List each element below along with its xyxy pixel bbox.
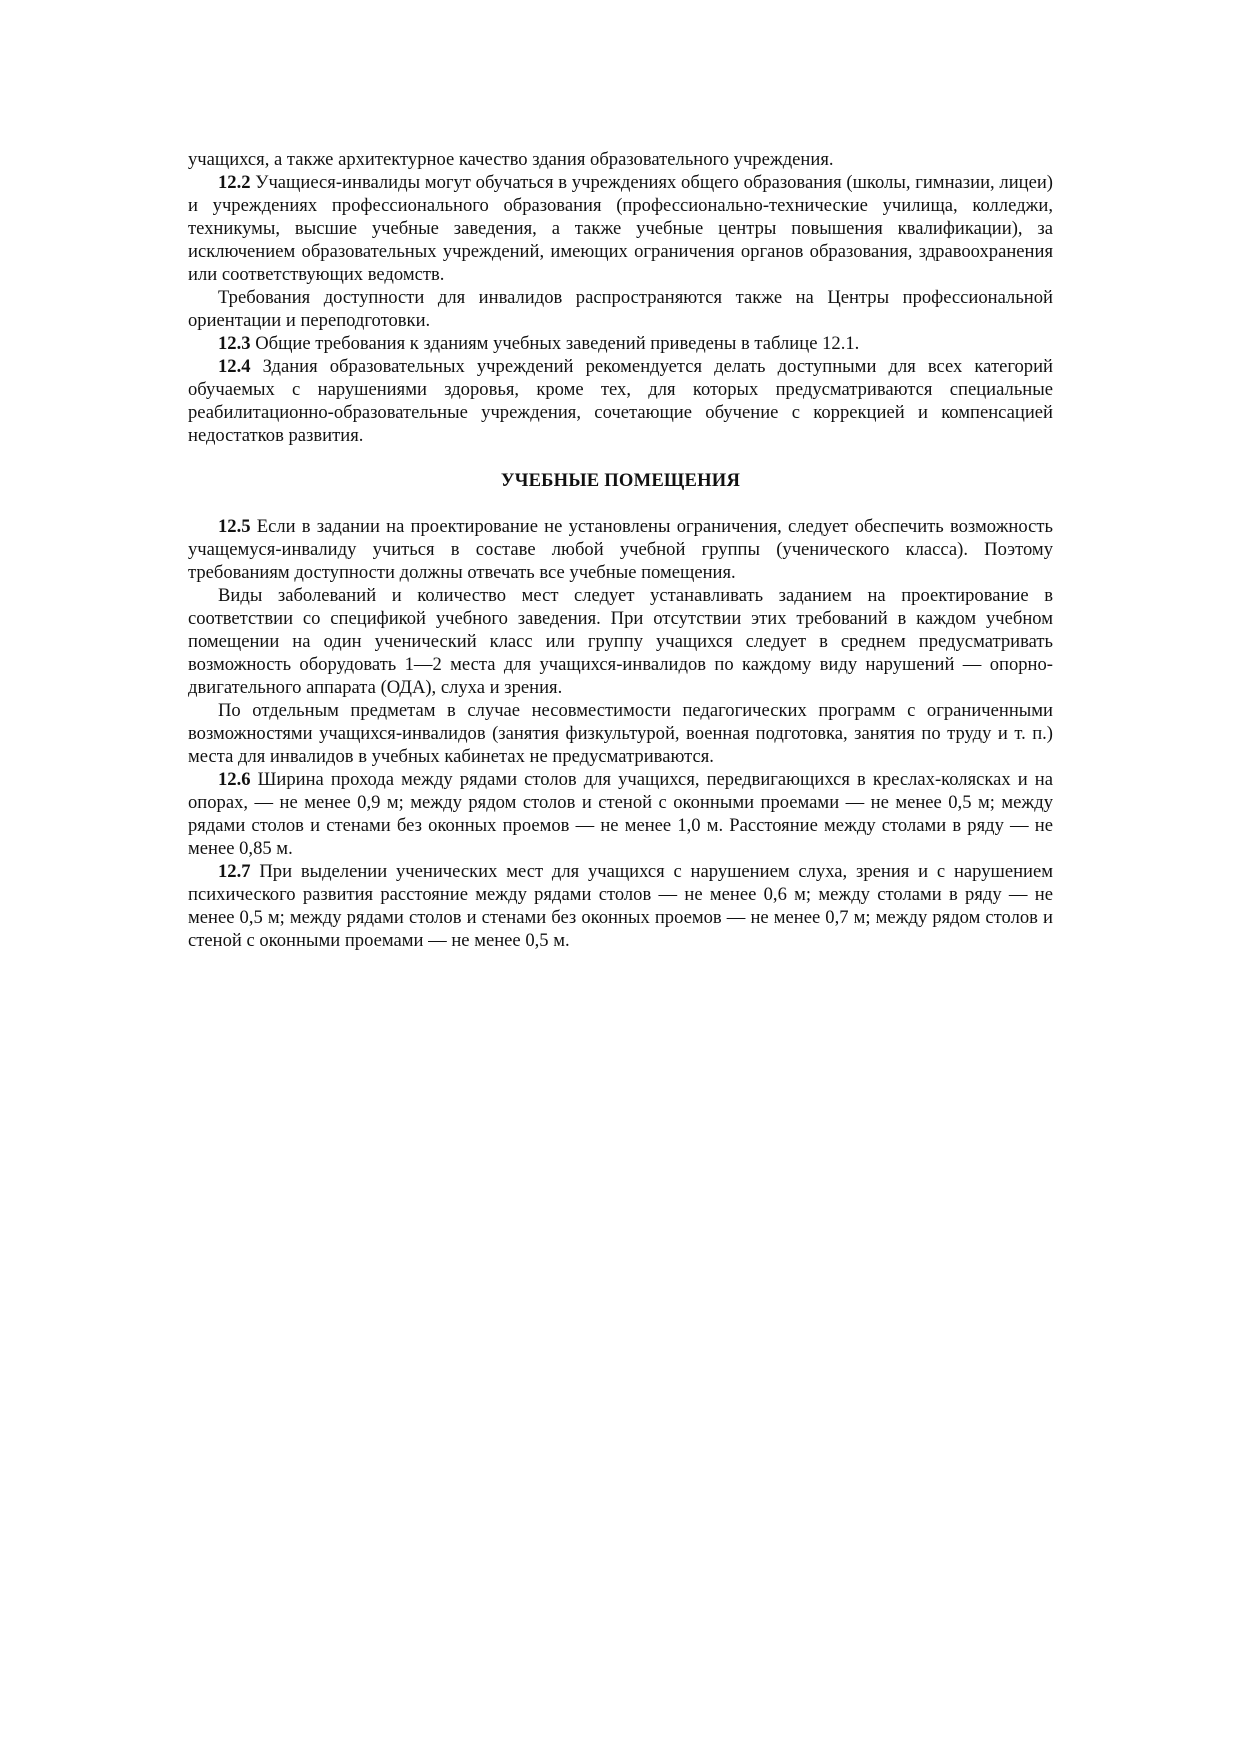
- paragraph-text: Учащиеся-инвалиды могут обучаться в учреждениях общего образования (школы, гимназии, лицеи) и учреждениях профессионального образования (профессионально-технические училища, колледжи, техникумы, высшие учебные заведения, а также учебные центры повышения квалификации), за исключением образовательных учреждений, имеющих ограничения органов образования, здравоохранения или соответствующих ведомств.: [188, 172, 1053, 285]
- clause-number: 12.4: [218, 356, 251, 377]
- clause-number: 12.2: [218, 172, 251, 193]
- paragraph-12-2: [188, 171, 1053, 286]
- paragraph-12-3: [188, 332, 1053, 355]
- paragraph-text: Общие требования к зданиям учебных заведений приведены в таблице 12.1.: [250, 333, 860, 354]
- clause-number: 12.7: [218, 861, 251, 882]
- clause-number: 12.3: [218, 333, 251, 354]
- paragraph-disease-types: Виды заболеваний и количество мест следует устанавливать заданием на проектирование в соответствии со спецификой учебного заведения. При отсутствии этих требований в каждом учебном помещении на один ученический класс или группу учащихся следует в среднем предусматривать возможность оборудовать 1—2 места для учащихся-инвалидов по каждому виду нарушений — опорно-двигательного аппарата (ОДА), слуха и зрения.: [188, 585, 1053, 698]
- paragraph-subjects: По отдельным предметам в случае несовместимости педагогических программ с ограниченными возможностями учащихся-инвалидов (занятия физкультурой, военная подготовка, занятия по труду и т. п.) места для инвалидов в учебных кабинетах не предусматриваются.: [188, 700, 1053, 767]
- paragraph-text: При выделении ученических мест для учащихся с нарушением слуха, зрения и с нарушением психического развития расстояние между рядами столов — не менее 0,6 м; между столами в ряду — не менее 0,5 м; между рядами столов и стенами без оконных проемов — не менее 0,7 м; между рядом столов и стеной с оконными проемами — не менее 0,5 м.: [188, 861, 1053, 951]
- section-heading: УЧЕБНЫЕ ПОМЕЩЕНИЯ: [500, 470, 741, 491]
- paragraph-text: Если в задании на проектирование не установлены ограничения, следует обеспечить возможность учащемуся-инвалиду учиться в составе любой учебной группы (ученического класса). Поэтому требованиям доступности должны отвечать все учебные помещения.: [188, 516, 1053, 583]
- document-page: [188, 148, 1053, 952]
- paragraph-12-6: [188, 768, 1053, 860]
- paragraph-12-5: [188, 515, 1053, 584]
- paragraph-continuation: учащихся, а также архитектурное качество здания образовательного учреждения.: [188, 149, 834, 170]
- paragraph-text: Ширина прохода между рядами столов для учащихся, передвигающихся в креслах-колясках и на опорах, — не менее 0,9 м; между рядом столов и стеной с оконными проемами — не менее 0,5 м; между рядами столов и стенами без оконных проемов — не менее 1,0 м. Расстояние между столами в ряду — не менее 0,85 м.: [188, 769, 1053, 859]
- clause-number: 12.6: [218, 769, 251, 790]
- paragraph-text: Здания образовательных учреждений рекомендуется делать доступными для всех категорий обучаемых с нарушениями здоровья, кроме тех, для которых предусматриваются специальные реабилитационно-образовательные учреждения, сочетающие обучение с коррекцией и компенсацией недостатков развития.: [188, 356, 1053, 446]
- paragraph-12-7: [188, 860, 1053, 952]
- paragraph-12-4: [188, 355, 1053, 447]
- paragraph-accessibility-requirements: Требования доступности для инвалидов распространяются также на Центры профессиональной ориентации и переподготовки.: [188, 287, 1053, 331]
- clause-number: 12.5: [218, 516, 251, 537]
